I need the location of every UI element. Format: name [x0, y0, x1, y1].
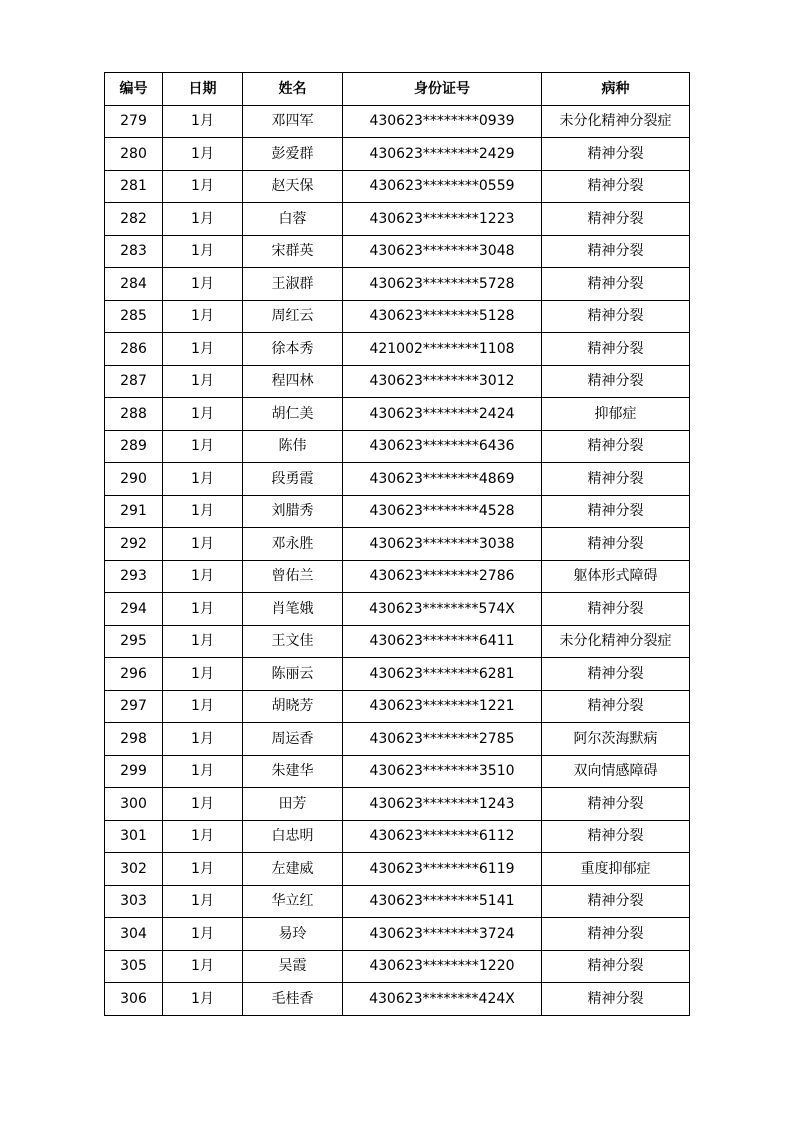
cell-id-number: 430623********3012 [343, 365, 542, 398]
cell-diagnosis: 精神分裂 [542, 203, 690, 236]
cell-diagnosis: 精神分裂 [542, 235, 690, 268]
cell-no: 287 [105, 365, 163, 398]
cell-date: 1月 [163, 365, 243, 398]
cell-no: 282 [105, 203, 163, 236]
cell-id-number: 430623********1220 [343, 950, 542, 983]
cell-no: 292 [105, 528, 163, 561]
cell-no: 302 [105, 853, 163, 886]
table-row [105, 398, 690, 431]
cell-no: 290 [105, 463, 163, 496]
table-row [105, 268, 690, 301]
cell-date: 1月 [163, 788, 243, 821]
table-row [105, 690, 690, 723]
cell-id-number: 430623********4528 [343, 495, 542, 528]
cell-name: 程四林 [243, 365, 343, 398]
table-row [105, 170, 690, 203]
cell-id-number: 421002********1108 [343, 333, 542, 366]
cell-date: 1月 [163, 820, 243, 853]
cell-name: 王淑群 [243, 268, 343, 301]
cell-diagnosis: 精神分裂 [542, 430, 690, 463]
cell-name: 胡仁美 [243, 398, 343, 431]
cell-date: 1月 [163, 495, 243, 528]
cell-name: 刘腊秀 [243, 495, 343, 528]
cell-diagnosis: 精神分裂 [542, 983, 690, 1016]
cell-date: 1月 [163, 560, 243, 593]
cell-id-number: 430623********5141 [343, 885, 542, 918]
cell-name: 胡晓芳 [243, 690, 343, 723]
cell-id-number: 430623********5128 [343, 300, 542, 333]
cell-date: 1月 [163, 885, 243, 918]
cell-diagnosis: 精神分裂 [542, 138, 690, 171]
cell-diagnosis: 精神分裂 [542, 885, 690, 918]
cell-diagnosis: 精神分裂 [542, 528, 690, 561]
table-row [105, 820, 690, 853]
cell-no: 298 [105, 723, 163, 756]
cell-no: 281 [105, 170, 163, 203]
cell-no: 306 [105, 983, 163, 1016]
cell-no: 301 [105, 820, 163, 853]
cell-id-number: 430623********1223 [343, 203, 542, 236]
cell-no: 296 [105, 658, 163, 691]
cell-date: 1月 [163, 463, 243, 496]
cell-date: 1月 [163, 333, 243, 366]
cell-id-number: 430623********424X [343, 983, 542, 1016]
cell-no: 289 [105, 430, 163, 463]
cell-id-number: 430623********6112 [343, 820, 542, 853]
cell-name: 华立红 [243, 885, 343, 918]
cell-diagnosis: 精神分裂 [542, 268, 690, 301]
cell-name: 肖笔娥 [243, 593, 343, 626]
cell-no: 286 [105, 333, 163, 366]
cell-diagnosis: 精神分裂 [542, 300, 690, 333]
header-id-number: 身份证号 [343, 73, 542, 106]
cell-diagnosis: 抑郁症 [542, 398, 690, 431]
cell-no: 295 [105, 625, 163, 658]
table-row [105, 300, 690, 333]
cell-diagnosis: 精神分裂 [542, 788, 690, 821]
cell-date: 1月 [163, 528, 243, 561]
cell-diagnosis: 精神分裂 [542, 690, 690, 723]
cell-id-number: 430623********2429 [343, 138, 542, 171]
cell-no: 300 [105, 788, 163, 821]
cell-date: 1月 [163, 235, 243, 268]
table-row [105, 755, 690, 788]
cell-diagnosis: 精神分裂 [542, 950, 690, 983]
cell-date: 1月 [163, 398, 243, 431]
table-row [105, 658, 690, 691]
cell-name: 邓永胜 [243, 528, 343, 561]
table-body [105, 105, 690, 1015]
cell-date: 1月 [163, 203, 243, 236]
table-row [105, 105, 690, 138]
cell-date: 1月 [163, 105, 243, 138]
cell-id-number: 430623********574X [343, 593, 542, 626]
cell-name: 田芳 [243, 788, 343, 821]
table-row [105, 853, 690, 886]
cell-diagnosis: 精神分裂 [542, 820, 690, 853]
cell-id-number: 430623********6281 [343, 658, 542, 691]
table-row [105, 560, 690, 593]
cell-diagnosis: 精神分裂 [542, 333, 690, 366]
cell-id-number: 430623********3038 [343, 528, 542, 561]
cell-id-number: 430623********1221 [343, 690, 542, 723]
cell-no: 294 [105, 593, 163, 626]
table-row [105, 463, 690, 496]
cell-date: 1月 [163, 918, 243, 951]
table-row [105, 333, 690, 366]
header-diagnosis: 病种 [542, 73, 690, 106]
cell-diagnosis: 躯体形式障碍 [542, 560, 690, 593]
header-date: 日期 [163, 73, 243, 106]
cell-date: 1月 [163, 853, 243, 886]
cell-no: 291 [105, 495, 163, 528]
cell-id-number: 430623********2424 [343, 398, 542, 431]
header-no: 编号 [105, 73, 163, 106]
cell-diagnosis: 未分化精神分裂症 [542, 625, 690, 658]
cell-no: 299 [105, 755, 163, 788]
table-row [105, 235, 690, 268]
cell-id-number: 430623********3048 [343, 235, 542, 268]
cell-id-number: 430623********0559 [343, 170, 542, 203]
table-row [105, 430, 690, 463]
table-row [105, 495, 690, 528]
cell-date: 1月 [163, 593, 243, 626]
cell-diagnosis: 未分化精神分裂症 [542, 105, 690, 138]
cell-id-number: 430623********6411 [343, 625, 542, 658]
table-row [105, 203, 690, 236]
cell-name: 宋群英 [243, 235, 343, 268]
cell-no: 288 [105, 398, 163, 431]
table-row [105, 625, 690, 658]
cell-id-number: 430623********5728 [343, 268, 542, 301]
cell-no: 280 [105, 138, 163, 171]
cell-no: 283 [105, 235, 163, 268]
cell-no: 304 [105, 918, 163, 951]
table-row [105, 528, 690, 561]
cell-id-number: 430623********2785 [343, 723, 542, 756]
patient-records-table [104, 72, 690, 1016]
table-row [105, 723, 690, 756]
cell-id-number: 430623********2786 [343, 560, 542, 593]
cell-id-number: 430623********0939 [343, 105, 542, 138]
cell-diagnosis: 精神分裂 [542, 170, 690, 203]
header-row [105, 73, 690, 106]
cell-name: 吴霞 [243, 950, 343, 983]
cell-name: 左建威 [243, 853, 343, 886]
cell-name: 陈伟 [243, 430, 343, 463]
table-row [105, 593, 690, 626]
table-header [105, 73, 690, 106]
cell-diagnosis: 精神分裂 [542, 658, 690, 691]
cell-date: 1月 [163, 723, 243, 756]
cell-name: 赵天保 [243, 170, 343, 203]
cell-diagnosis: 阿尔茨海默病 [542, 723, 690, 756]
cell-diagnosis: 精神分裂 [542, 593, 690, 626]
cell-no: 284 [105, 268, 163, 301]
cell-id-number: 430623********6436 [343, 430, 542, 463]
cell-name: 彭爱群 [243, 138, 343, 171]
cell-name: 朱建华 [243, 755, 343, 788]
cell-name: 白忠明 [243, 820, 343, 853]
cell-date: 1月 [163, 300, 243, 333]
cell-date: 1月 [163, 138, 243, 171]
cell-id-number: 430623********4869 [343, 463, 542, 496]
cell-diagnosis: 双向情感障碍 [542, 755, 690, 788]
cell-date: 1月 [163, 690, 243, 723]
cell-date: 1月 [163, 950, 243, 983]
cell-no: 279 [105, 105, 163, 138]
cell-name: 毛桂香 [243, 983, 343, 1016]
cell-name: 易玲 [243, 918, 343, 951]
cell-name: 周红云 [243, 300, 343, 333]
cell-id-number: 430623********3724 [343, 918, 542, 951]
cell-date: 1月 [163, 755, 243, 788]
table-row [105, 365, 690, 398]
table-row [105, 788, 690, 821]
table-row [105, 918, 690, 951]
cell-date: 1月 [163, 625, 243, 658]
cell-date: 1月 [163, 658, 243, 691]
cell-id-number: 430623********6119 [343, 853, 542, 886]
cell-date: 1月 [163, 983, 243, 1016]
cell-diagnosis: 精神分裂 [542, 918, 690, 951]
cell-no: 305 [105, 950, 163, 983]
cell-diagnosis: 精神分裂 [542, 495, 690, 528]
cell-no: 285 [105, 300, 163, 333]
table-row [105, 885, 690, 918]
cell-id-number: 430623********1243 [343, 788, 542, 821]
cell-name: 邓四军 [243, 105, 343, 138]
header-name: 姓名 [243, 73, 343, 106]
cell-date: 1月 [163, 430, 243, 463]
table-row [105, 138, 690, 171]
cell-no: 297 [105, 690, 163, 723]
table-row [105, 983, 690, 1016]
cell-id-number: 430623********3510 [343, 755, 542, 788]
cell-diagnosis: 精神分裂 [542, 463, 690, 496]
cell-name: 段勇霞 [243, 463, 343, 496]
cell-date: 1月 [163, 170, 243, 203]
cell-name: 曾佑兰 [243, 560, 343, 593]
cell-name: 周运香 [243, 723, 343, 756]
cell-date: 1月 [163, 268, 243, 301]
cell-diagnosis: 精神分裂 [542, 365, 690, 398]
cell-name: 徐本秀 [243, 333, 343, 366]
cell-name: 王文佳 [243, 625, 343, 658]
cell-diagnosis: 重度抑郁症 [542, 853, 690, 886]
cell-name: 陈丽云 [243, 658, 343, 691]
cell-no: 293 [105, 560, 163, 593]
cell-name: 白蓉 [243, 203, 343, 236]
table-row [105, 950, 690, 983]
cell-no: 303 [105, 885, 163, 918]
